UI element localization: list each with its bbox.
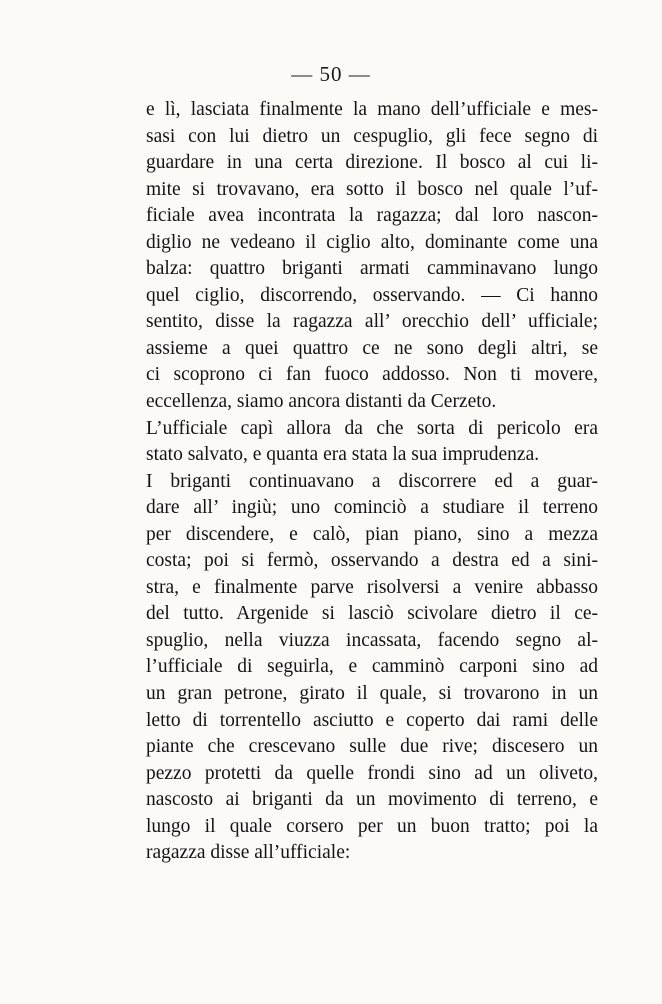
text-line: L’ufficiale capì allora da che sorta di pericolo era [146,417,598,439]
text-line: letto di torrentello asciutto e coperto dai rami delle [146,709,598,731]
text-line: stra, e finalmente parve risolversi a venire abbasso [146,576,598,598]
text-line: lungo il quale corsero per un buon tratto; poi la [146,815,598,837]
page-number: — 50 — [291,62,371,86]
text-line: e lì, lasciata finalmente la mano dell’ufficiale e mes- [146,99,598,120]
text-line: quel ciglio, discorrendo, osservando. — Ci hanno [146,284,598,306]
text-line: nascosto ai briganti da un movimento di terreno, e [146,789,598,811]
text-line: sasi con lui dietro un cespuglio, gli fece segno di [146,125,598,147]
text-line: piante che crescevano sulle due rive; discesero un [146,736,598,758]
text-line: ficiale avea incontrata la ragazza; dal loro nascon- [146,205,598,227]
text-line: stato salvato, e quanta era stata la sua imprudenza. [146,444,540,466]
text-line: l’ufficiale di seguirla, e camminò carponi sino ad [146,656,598,678]
text-line: ci scoprono ci fan fuoco addosso. Non ti movere, [146,364,598,386]
text-line: diglio ne vedeano il ciglio alto, dominante come una [146,231,598,253]
text-line: I briganti continuavano a discorrere ed a guar- [146,470,598,492]
text-line: guardare in una certa direzione. Il bosco al cui li- [146,152,598,174]
text-line: dare all’ ingiù; uno cominciò a studiare il terreno [146,497,598,519]
text-line: assieme a quei quattro ce ne sono degli altri, se [146,337,598,359]
text-line: sentito, disse la ragazza all’ orecchio dell’ ufficiale; [146,311,598,333]
text-line: eccellenza, siamo ancora distanti da Cerzeto. [146,391,497,413]
text-line: balza: quattro briganti armati camminavano lungo [146,258,598,280]
text-line: mite si trovavano, era sotto il bosco nel quale l’uf- [146,178,598,200]
text-line: per discendere, e calò, pian piano, sino a mezza [146,523,598,545]
text-line: un gran petrone, girato il quale, si trovarono in un [146,683,598,705]
text-line: costa; poi si fermò, osservando a destra ed a sini- [146,550,598,572]
body-text [146,97,598,867]
text-line: ragazza disse all’ufficiale: [146,842,351,864]
text-line: pezzo protetti da quelle frondi sino ad un oliveto, [146,762,598,784]
text-line: del tutto. Argenide si lasciò scivolare dietro il ce- [146,603,598,625]
text-line: spuglio, nella viuzza incassata, facendo segno al- [146,629,598,651]
